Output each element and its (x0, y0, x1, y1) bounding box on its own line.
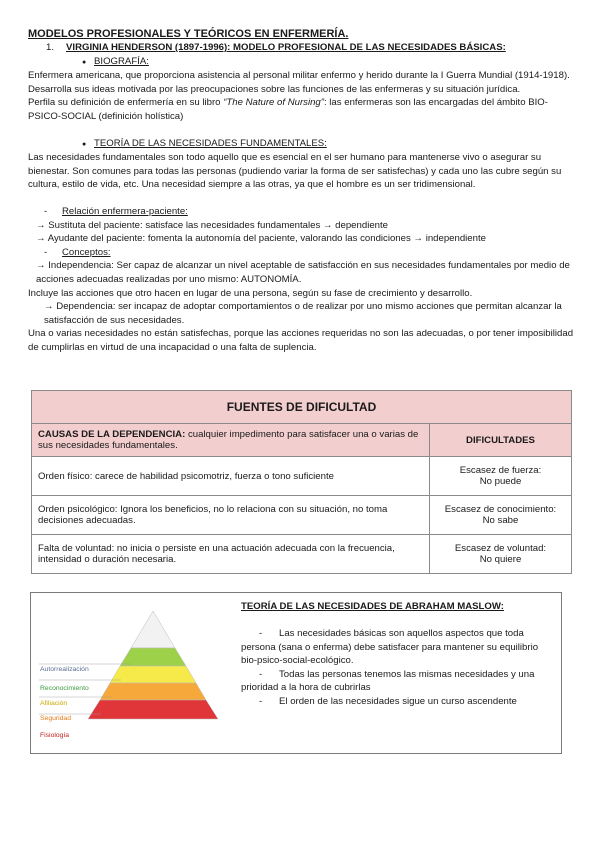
maslow-list (241, 627, 551, 709)
teoria-heading (82, 137, 578, 152)
fuentes-dificultad-table (31, 390, 572, 574)
independencia-text: → Independencia: Ser capaz de alcanzar un nivel aceptable de satisfacción en sus necesidades fundamentales por medio de acciones adecuadas realizadas por uno mismo: AUTONOMÍA. (36, 260, 570, 285)
cause-cell: Orden físico: carece de habilidad psicomotriz, fuerza o tono suficiente (32, 457, 430, 496)
pyramid-level-afiliacion (110, 666, 196, 683)
relacion-heading-text: Relación enfermera-paciente: (62, 205, 188, 217)
relacion-item-2: → Ayudante del paciente: fomenta la autonomía del paciente, valorando las condiciones → independiente (36, 233, 486, 245)
difficulty-value: No puede (479, 476, 522, 487)
maslow-section (30, 592, 562, 754)
table-header: FUENTES DE DIFICULTAD (32, 391, 572, 424)
dificultades-header: DIFICULTADES (430, 424, 572, 457)
pyramid-label-fisiologia: Fisiología (40, 732, 70, 739)
bullet-icon (82, 55, 94, 70)
dependencia-text: → Dependencia: ser incapaz de adoptar comportamientos o de realizar por uno mismo acciones que permitan alcanzar la satisfacción de sus necesidades. (44, 301, 562, 326)
cause-cell: Falta de voluntad: no inicia o persiste en una actuación adecuada con la frecuencia, intensidad o duración necesaria. (32, 535, 430, 574)
difficulty-value: No sabe (482, 515, 519, 526)
section-heading-text: VIRGINIA HENDERSON (1897-1996): MODELO PROFESIONAL DE LAS NECESIDADES BÁSICAS: (66, 42, 506, 53)
biografia-p2-start: Perfila su definición de enfermería en su libro (28, 97, 224, 109)
relacion-heading: - Relación enfermera-paciente: (44, 205, 188, 217)
section-heading-henderson (46, 41, 578, 55)
list-item: - Las necesidades básicas son aquellos aspectos que toda persona (sana o enferma) debe satisfacer para mantener su equilibrio bio-psico-social-ecológico. (241, 628, 539, 667)
biografia-heading (82, 55, 578, 70)
conceptos-heading: - Conceptos: (44, 246, 111, 258)
page-title: MODELOS PROFESIONALES Y TEÓRICOS EN ENFERMERÍA. (28, 28, 349, 40)
biografia-paragraph-1: Enfermera americana, que proporciona asistencia al personal militar enfermo y herido durante la I Guerra Mundial (1914-1918). Desarrolla sus ideas motivada por las preocupaciones sobre las funciones de las enfermeras y su situación jurídica. (28, 70, 570, 95)
difficulty-title: Escasez de voluntad: (454, 543, 547, 554)
list-item-text: Las necesidades básicas son aquellos aspectos que toda persona (sana o enferma) debe satisfacer para mantener su equilibrio bio-psico-social-ecológico. (241, 628, 539, 667)
relacion-item-1: → Sustituta del paciente: satisface las necesidades fundamentales → dependiente (36, 219, 388, 231)
incluye-text: Incluye las acciones que otro hacen en lugar de una persona, según su fase de crecimiento y desarrollo. (28, 287, 473, 299)
difficulty-value: No quiere (479, 554, 522, 565)
list-item-text: El orden de las necesidades sigue un curso ascendente (279, 695, 517, 707)
list-item-text: Todas las personas tenemos las mismas necesidades y una prioridad a la hora de cubrirlas (241, 668, 535, 694)
pyramid-label-reconocimiento: Reconocimiento (40, 685, 89, 692)
list-item: - El orden de las necesidades sigue un curso ascendente (259, 695, 517, 707)
table-row (32, 535, 572, 574)
causas-cell (32, 424, 430, 457)
biografia-p2-end: : las enfermeras son las encargadas del ámbito BIO-PSICO-SOCIAL (definición holística) (28, 97, 548, 122)
teoria-heading-text: TEORÍA DE LAS NECESIDADES FUNDAMENTALES: (94, 137, 327, 149)
section-number: 1. (46, 42, 55, 53)
difficulty-cell (430, 535, 572, 574)
biografia-heading-text: BIOGRAFÍA: (94, 55, 149, 67)
table-row (32, 457, 572, 496)
bullet-icon (82, 137, 94, 152)
pyramid-label-autorrealizacion: Autorrealización (40, 666, 89, 673)
difficulty-title: Escasez de conocimiento: (444, 504, 557, 515)
causas-text: cualquier impedimento para satisfacer una o varias de sus necesidades fundamentales. (38, 429, 419, 451)
pyramid-level-reconocimiento (120, 648, 186, 666)
list-item: - Todas las personas tenemos las mismas necesidades y una prioridad a la hora de cubrirlas (241, 668, 535, 694)
cause-cell: Orden psicológico: Ignora los beneficios, no lo relaciona con su situación, no toma decisiones adecuadas. (32, 496, 430, 535)
una-o-varias-text: Una o varias necesidades no están satisfechas, porque las acciones requeridas no son las adecuadas, o por tener imposibilidad de cumplirlas en virtud de una incapacidad o una falta de suplencia. (28, 328, 574, 353)
pyramid-level-autorrealizacion (131, 611, 175, 648)
pyramid-level-fisiologia (88, 700, 218, 719)
causas-label: CAUSAS DE LA DEPENDENCIA: (38, 429, 186, 440)
difficulty-cell (430, 496, 572, 535)
book-title: “The Nature of Nursing” (223, 97, 324, 109)
document-body (28, 27, 578, 354)
table-row (32, 496, 572, 535)
teoria-paragraph: Las necesidades fundamentales son todo aquello que es esencial en el ser humano para mantenerse vivo o asegurar su bienestar. Son comunes para todas las personas (pudiendo variar la forma de ser satisfechas) y cada uno las cubre según su cultura, estilo de vida, etc. Una necesidad siempre a las otras, ya que el hombre es un ser tridimensional. (28, 152, 562, 191)
difficulty-cell (430, 457, 572, 496)
pyramid-level-seguridad (100, 683, 206, 700)
conceptos-heading-text: Conceptos: (62, 246, 111, 258)
maslow-heading: TEORÍA DE LAS NECESIDADES DE ABRAHAM MASLOW: (241, 601, 504, 612)
biografia-paragraph-2 (28, 96, 578, 123)
pyramid-label-seguridad: Seguridad (40, 715, 71, 722)
pyramid-label-afiliacion: Afiliación (40, 700, 68, 707)
difficulty-title: Escasez de fuerza: (459, 465, 542, 476)
